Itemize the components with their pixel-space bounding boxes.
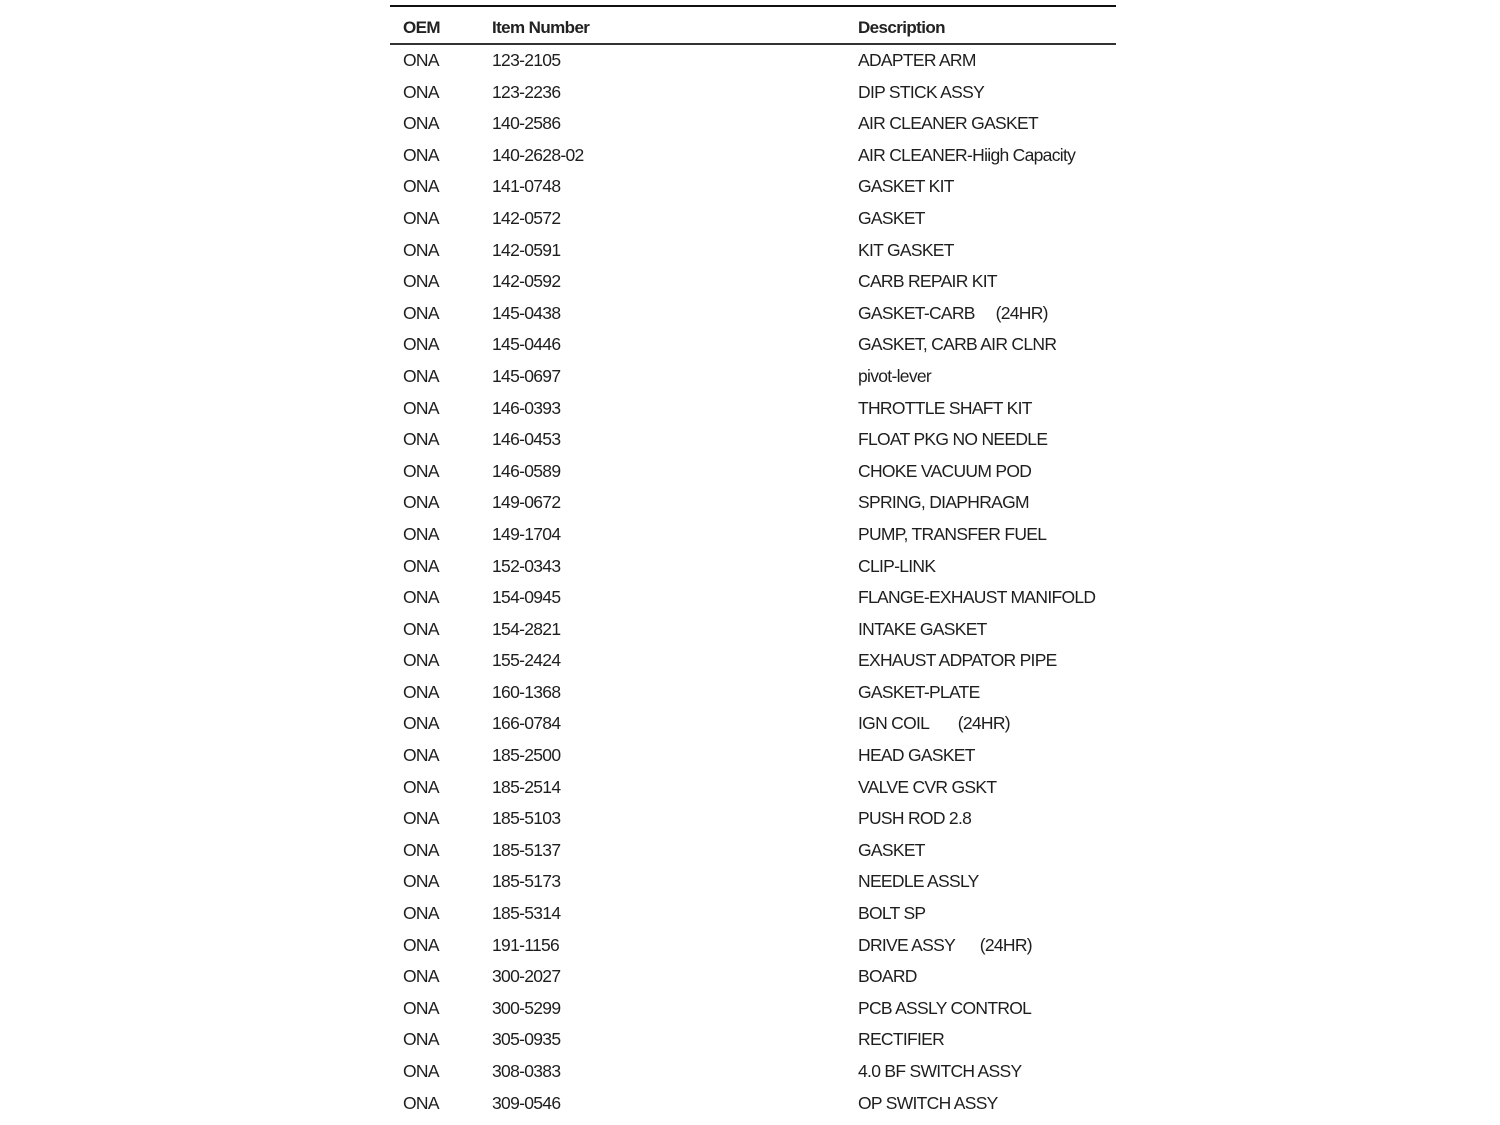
table-row bbox=[390, 393, 1116, 425]
item-number-cell: 149-0672 bbox=[492, 492, 561, 513]
oem-cell: ONA bbox=[403, 429, 439, 450]
oem-cell: ONA bbox=[403, 302, 439, 323]
description-cell: SPRING, DIAPHRAGM bbox=[858, 492, 1029, 513]
description-cell: PCB ASSLY CONTROL bbox=[858, 997, 1032, 1018]
description-cell: GASKET bbox=[858, 839, 925, 860]
description-cell: EXHAUST ADPATOR PIPE bbox=[858, 650, 1057, 671]
table-row bbox=[390, 298, 1116, 330]
table-row bbox=[390, 961, 1116, 993]
table-row bbox=[390, 1056, 1116, 1088]
table-row bbox=[390, 171, 1116, 203]
table-row bbox=[390, 614, 1116, 646]
item-number-cell: 185-5137 bbox=[492, 839, 561, 860]
oem-cell: ONA bbox=[403, 997, 439, 1018]
oem-cell: ONA bbox=[403, 966, 439, 987]
table-row bbox=[390, 487, 1116, 519]
description-cell: GASKET-PLATE bbox=[858, 681, 980, 702]
item-number-cell: 154-2821 bbox=[492, 618, 561, 639]
table-row bbox=[390, 772, 1116, 804]
oem-cell: ONA bbox=[403, 839, 439, 860]
description-cell: AIR CLEANER GASKET bbox=[858, 113, 1038, 134]
table-row bbox=[390, 140, 1116, 172]
item-number-cell: 185-5173 bbox=[492, 871, 561, 892]
table-row bbox=[390, 677, 1116, 709]
oem-cell: ONA bbox=[403, 523, 439, 544]
table-row bbox=[390, 108, 1116, 140]
description-cell: DRIVE ASSY (24HR) bbox=[858, 934, 1032, 955]
item-number-cell: 123-2236 bbox=[492, 81, 561, 102]
item-number-cell: 155-2424 bbox=[492, 650, 561, 671]
item-number-cell: 145-0446 bbox=[492, 334, 561, 355]
description-cell: BOLT SP bbox=[858, 903, 926, 924]
item-number-cell: 141-0748 bbox=[492, 176, 561, 197]
oem-cell: ONA bbox=[403, 113, 439, 134]
item-number-cell: 142-0572 bbox=[492, 207, 561, 228]
oem-cell: ONA bbox=[403, 1061, 439, 1081]
table-row bbox=[390, 898, 1116, 930]
oem-cell: ONA bbox=[403, 460, 439, 481]
description-cell: 4.0 BF SWITCH ASSY bbox=[858, 1061, 1022, 1081]
table-row bbox=[390, 740, 1116, 772]
description-cell: CHOKE VACUUM POD bbox=[858, 460, 1032, 481]
item-number-cell: 140-2628-02 bbox=[492, 144, 584, 165]
description-cell: BOARD bbox=[858, 966, 917, 987]
item-number-cell: 166-0784 bbox=[492, 713, 561, 734]
item-number-cell: 309-0546 bbox=[492, 1092, 561, 1113]
description-cell: PUSH ROD 2.8 bbox=[858, 808, 972, 829]
header-oem: OEM bbox=[403, 18, 440, 37]
table-row bbox=[390, 424, 1116, 456]
table-row bbox=[390, 1088, 1116, 1120]
description-cell: FLANGE-EXHAUST MANIFOLD bbox=[858, 587, 1096, 608]
oem-cell: ONA bbox=[403, 903, 439, 924]
oem-cell: ONA bbox=[403, 239, 439, 260]
description-cell: CLIP-LINK bbox=[858, 555, 936, 576]
table-row bbox=[390, 1024, 1116, 1056]
table-row bbox=[390, 930, 1116, 962]
oem-cell: ONA bbox=[403, 1092, 439, 1113]
description-cell: IGN COIL (24HR) bbox=[858, 713, 1010, 734]
oem-cell: ONA bbox=[403, 808, 439, 829]
item-number-cell: 149-1704 bbox=[492, 523, 561, 544]
oem-cell: ONA bbox=[403, 650, 439, 671]
item-number-cell: 305-0935 bbox=[492, 1029, 561, 1050]
oem-cell: ONA bbox=[403, 776, 439, 797]
description-cell: THROTTLE SHAFT KIT bbox=[858, 397, 1032, 418]
description-cell: CARB REPAIR KIT bbox=[858, 271, 997, 292]
table-row bbox=[390, 866, 1116, 898]
parts-table bbox=[390, 5, 1116, 1119]
table-row bbox=[390, 993, 1116, 1025]
table-row bbox=[390, 519, 1116, 551]
description-cell: KIT GASKET bbox=[858, 239, 954, 260]
oem-cell: ONA bbox=[403, 207, 439, 228]
oem-cell: ONA bbox=[403, 1029, 439, 1050]
item-number-cell: 145-0438 bbox=[492, 302, 561, 323]
description-cell: INTAKE GASKET bbox=[858, 618, 987, 639]
item-number-cell: 142-0591 bbox=[492, 239, 561, 260]
description-cell: GASKET KIT bbox=[858, 176, 954, 197]
item-number-cell: 300-5299 bbox=[492, 997, 561, 1018]
description-cell: ADAPTER ARM bbox=[858, 50, 976, 70]
oem-cell: ONA bbox=[403, 492, 439, 513]
table-row bbox=[390, 456, 1116, 488]
oem-cell: ONA bbox=[403, 271, 439, 292]
item-number-cell: 185-2514 bbox=[492, 776, 561, 797]
oem-cell: ONA bbox=[403, 365, 439, 386]
item-number-cell: 160-1368 bbox=[492, 681, 561, 702]
item-number-cell: 308-0383 bbox=[492, 1061, 561, 1081]
item-number-cell: 140-2586 bbox=[492, 113, 561, 134]
item-number-cell: 152-0343 bbox=[492, 555, 561, 576]
oem-cell: ONA bbox=[403, 334, 439, 355]
table-body bbox=[390, 45, 1116, 1119]
description-cell: FLOAT PKG NO NEEDLE bbox=[858, 429, 1048, 450]
oem-cell: ONA bbox=[403, 934, 439, 955]
item-number-cell: 123-2105 bbox=[492, 50, 561, 70]
description-cell: pivot-lever bbox=[858, 365, 932, 386]
description-cell: HEAD GASKET bbox=[858, 745, 975, 766]
item-number-cell: 145-0697 bbox=[492, 365, 561, 386]
item-number-cell: 300-2027 bbox=[492, 966, 561, 987]
header-item-number: Item Number bbox=[492, 18, 590, 37]
table-row bbox=[390, 708, 1116, 740]
item-number-cell: 191-1156 bbox=[492, 934, 560, 955]
table-row bbox=[390, 803, 1116, 835]
description-cell: GASKET-CARB (24HR) bbox=[858, 302, 1048, 323]
table-row bbox=[390, 203, 1116, 235]
table-row bbox=[390, 361, 1116, 393]
description-cell: VALVE CVR GSKT bbox=[858, 776, 997, 797]
table-row bbox=[390, 45, 1116, 77]
table-row bbox=[390, 329, 1116, 361]
item-number-cell: 185-2500 bbox=[492, 745, 561, 766]
table-row bbox=[390, 835, 1116, 867]
item-number-cell: 146-0453 bbox=[492, 429, 561, 450]
oem-cell: ONA bbox=[403, 555, 439, 576]
header-description: Description bbox=[858, 18, 945, 37]
oem-cell: ONA bbox=[403, 745, 439, 766]
item-number-cell: 185-5314 bbox=[492, 903, 561, 924]
table-row bbox=[390, 266, 1116, 298]
oem-cell: ONA bbox=[403, 81, 439, 102]
item-number-cell: 146-0393 bbox=[492, 397, 561, 418]
oem-cell: ONA bbox=[403, 681, 439, 702]
table-row bbox=[390, 551, 1116, 583]
oem-cell: ONA bbox=[403, 50, 439, 70]
oem-cell: ONA bbox=[403, 144, 439, 165]
table-row bbox=[390, 582, 1116, 614]
description-cell: DIP STICK ASSY bbox=[858, 81, 985, 102]
description-cell: GASKET bbox=[858, 207, 925, 228]
description-cell: OP SWITCH ASSY bbox=[858, 1092, 998, 1113]
item-number-cell: 146-0589 bbox=[492, 460, 561, 481]
oem-cell: ONA bbox=[403, 587, 439, 608]
oem-cell: ONA bbox=[403, 618, 439, 639]
oem-cell: ONA bbox=[403, 176, 439, 197]
table-row bbox=[390, 235, 1116, 267]
table-header-row bbox=[390, 7, 1116, 45]
item-number-cell: 154-0945 bbox=[492, 587, 561, 608]
table-row bbox=[390, 77, 1116, 109]
oem-cell: ONA bbox=[403, 871, 439, 892]
item-number-cell: 142-0592 bbox=[492, 271, 561, 292]
description-cell: RECTIFIER bbox=[858, 1029, 945, 1050]
description-cell: AIR CLEANER-Hiigh Capacity bbox=[858, 144, 1076, 165]
description-cell: GASKET, CARB AIR CLNR bbox=[858, 334, 1057, 355]
oem-cell: ONA bbox=[403, 397, 439, 418]
oem-cell: ONA bbox=[403, 713, 439, 734]
description-cell: PUMP, TRANSFER FUEL bbox=[858, 523, 1047, 544]
item-number-cell: 185-5103 bbox=[492, 808, 561, 829]
description-cell: NEEDLE ASSLY bbox=[858, 871, 979, 892]
table-row bbox=[390, 645, 1116, 677]
